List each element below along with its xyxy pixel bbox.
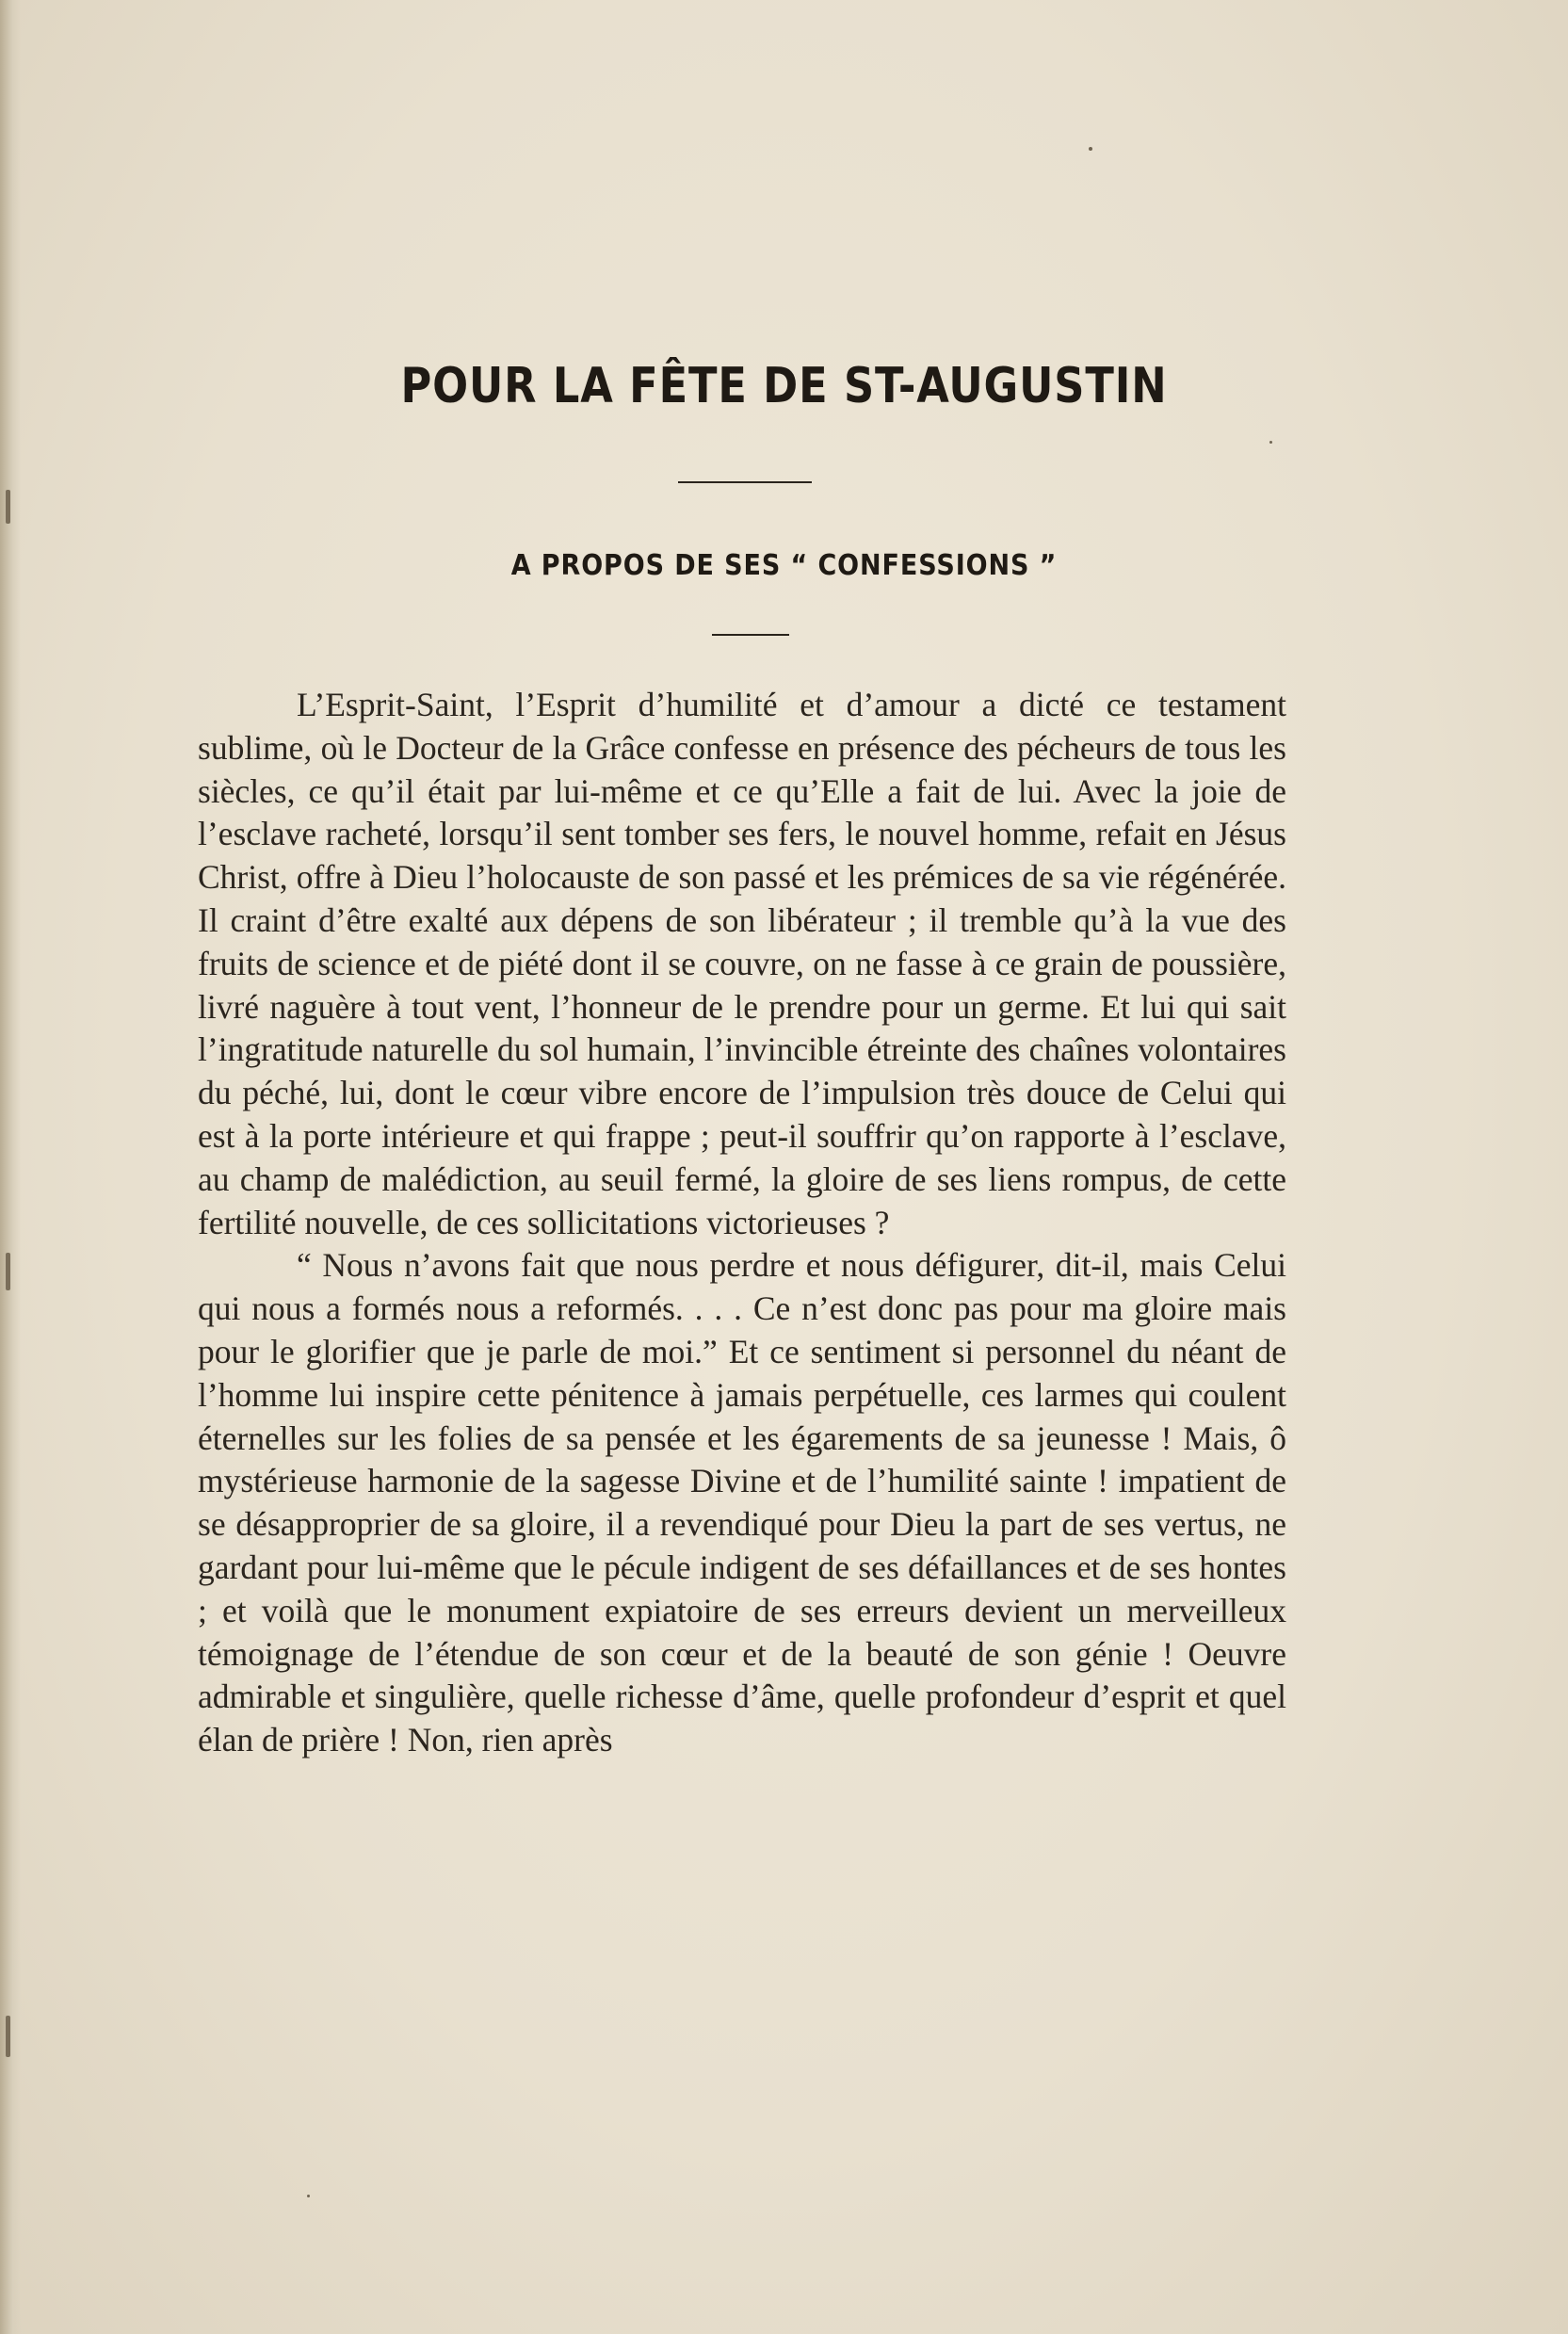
paragraph: L’Esprit-Saint, l’Esprit d’humilité et d’amour a dicté ce testament sublime, où le Docteur de la Grâce confesse en présence des pécheurs de tous les siècles, ce qu’il était par lui-même et ce qu’Elle a fait de lui. Avec la joie de l’esclave racheté, lorsqu’il sent tomber ses fers, le nouvel homme, refait en Jésus Christ, offre à Dieu l’holocauste de son passé et les prémices de sa vie régénérée. Il craint d’être exalté aux dépens de son libérateur ; il tremble qu’à la vue des fruits de science et de piété dont il se couvre, on ne fasse à ce grain de poussière, livré naguère à tout vent, l’honneur de le prendre pour un germe. Et lui qui sait l’ingratitude naturelle du sol humain, l’invincible étreinte des chaînes volontaires du péché, lui, dont le cœur vibre encore de l’impulsion très douce de Celui qui est à la porte intérieure et qui frappe ; peut-il souffrir qu’on rapporte à l’esclave, au champ de malédiction, au seuil fermé, la gloire de ses liens rompus, de cette fertilité nouvelle, de ces sollicitations victorieuses ? — [198, 686, 1286, 1241]
page-title: POUR LA FÊTE DE ST-AUGUSTIN — [400, 358, 1168, 414]
gutter-mark — [6, 2016, 10, 2057]
subtitle-divider — [712, 634, 789, 636]
ink-speck — [1089, 147, 1092, 151]
gutter-mark — [6, 490, 10, 524]
paragraph: “ Nous n’avons fait que nous perdre et nous défigurer, dit-il, mais Celui qui nous a formés nous a reformés. . . . Ce n’est donc pas pour ma gloire mais pour le glorifier que je parle de moi.” Et ce sentiment si personnel du néant de l’homme lui inspire cette pénitence à jamais perpétuelle, ces larmes qui coulent éternelles sur les folies de sa pensée et les égarements de sa jeunesse ! Mais, ô mystérieuse harmonie de la sagesse Divine et de l’humilité sainte ! impatient de se désapproprier de sa gloire, il a revendiqué pour Dieu la part de ses vertus, ne gardant pour lui-même que le pécule indigent de ses défaillances et de ses hontes ; et voilà que le monument expiatoire de ses erreurs devient un merveilleux témoignage de l’étendue de son cœur et de la beauté de son génie ! Oeuvre admirable et singulière, quelle richesse d’âme, quelle profondeur d’esprit et quel élan de prière ! Non, rien après — [198, 1246, 1286, 1759]
ink-speck — [1269, 441, 1272, 444]
title-divider — [678, 481, 812, 483]
page-gutter-shadow — [0, 0, 21, 2334]
body-text — [198, 684, 1286, 1762]
gutter-mark — [6, 1253, 10, 1290]
ink-speck — [307, 2195, 310, 2197]
section-subtitle: A PROPOS DE SES “ CONFESSIONS ” — [510, 549, 1058, 582]
